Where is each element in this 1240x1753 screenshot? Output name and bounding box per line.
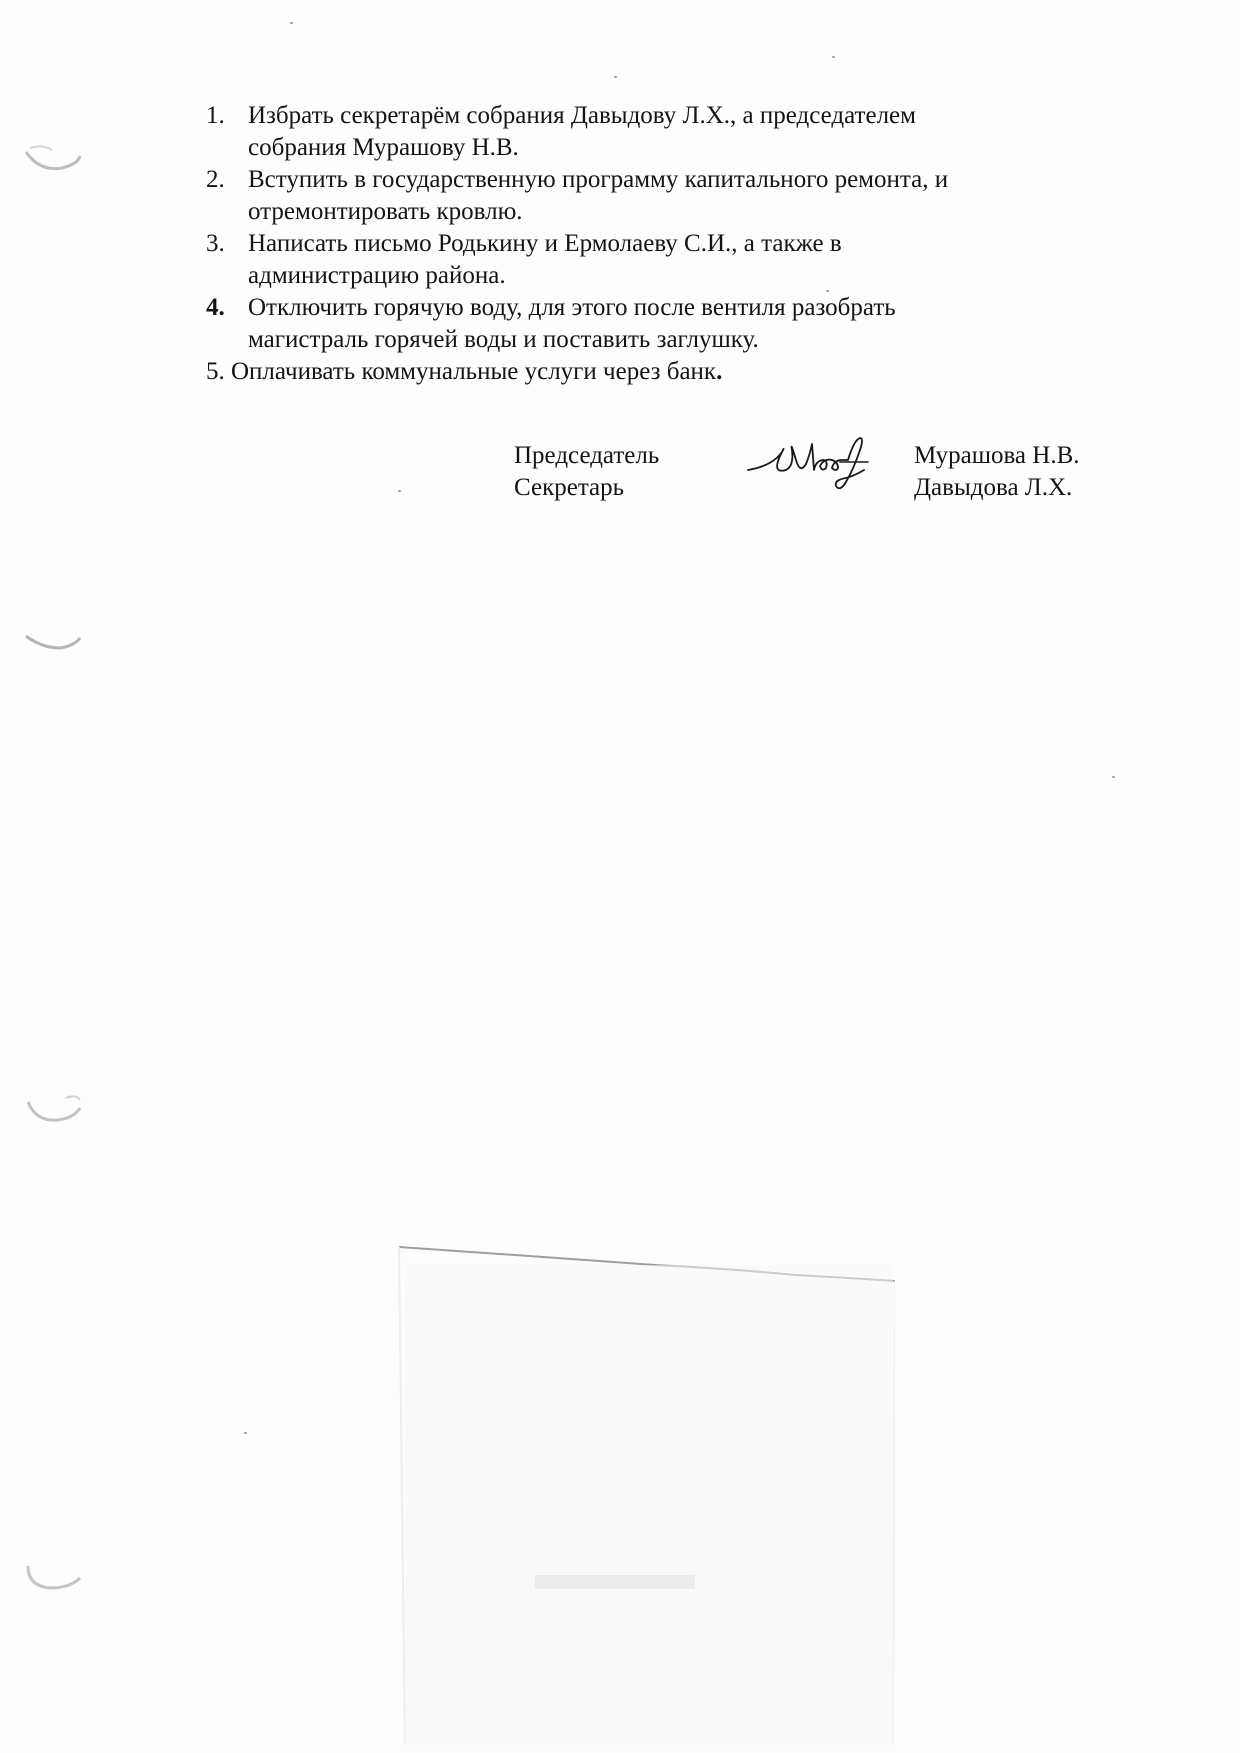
resolution-item [206, 228, 1126, 292]
resolution-text-line: отремонтировать кровлю. [248, 198, 523, 225]
resolution-list [206, 100, 1126, 388]
resolution-text-line: Избрать секретарём собрания Давыдову Л.Х., а председателем [248, 102, 916, 129]
handwritten-signature [742, 430, 882, 500]
secretary-name: Давыдова Л.Х. [914, 474, 1073, 501]
resolution-item [206, 100, 1126, 164]
chairman-role: Председатель [514, 442, 660, 469]
punch-hole-mark [22, 138, 82, 178]
resolution-number: 4. [206, 294, 225, 321]
resolution-number: 1. [206, 102, 225, 129]
scan-speck [832, 56, 835, 58]
resolution-text-line: администрацию района. [248, 262, 506, 289]
resolution-item [206, 164, 1126, 228]
scan-speck [614, 76, 617, 78]
resolution-item [206, 356, 1126, 388]
resolution-text-line: собрания Мурашову Н.В. [248, 134, 519, 161]
resolution-text-line: Написать письмо Родькину и Ермолаеву С.И., а также в [248, 230, 842, 257]
signature-roles [514, 440, 659, 504]
scan-speck [1112, 776, 1115, 778]
bleed-through-shadow [395, 1245, 895, 1745]
punch-hole-mark [22, 622, 82, 662]
scan-speck [290, 22, 293, 24]
resolution-text-line: магистраль горячей воды и поставить заглушку. [248, 326, 759, 353]
resolution-item [206, 292, 1126, 356]
resolution-text: Оплачивать коммунальные услуги через банк [231, 358, 717, 385]
resolution-number: 5. [206, 358, 225, 385]
signature-names [914, 440, 1080, 504]
punch-hole-mark [22, 1558, 82, 1598]
resolution-number: 2. [206, 166, 225, 193]
resolution-number: 3. [206, 230, 225, 257]
scan-speck [398, 490, 401, 492]
resolution-text-line: Отключить горячую воду, для этого после вентиля разобрать [248, 294, 896, 321]
resolution-text-line: Вступить в государственную программу капитального ремонта, и [248, 166, 949, 193]
signature-block [514, 440, 1114, 510]
resolution-trailing-period: . [716, 358, 723, 385]
punch-hole-mark [22, 1090, 82, 1130]
secretary-role: Секретарь [514, 474, 625, 501]
chairman-name: Мурашова Н.В. [914, 442, 1080, 469]
scan-speck [244, 1432, 247, 1434]
